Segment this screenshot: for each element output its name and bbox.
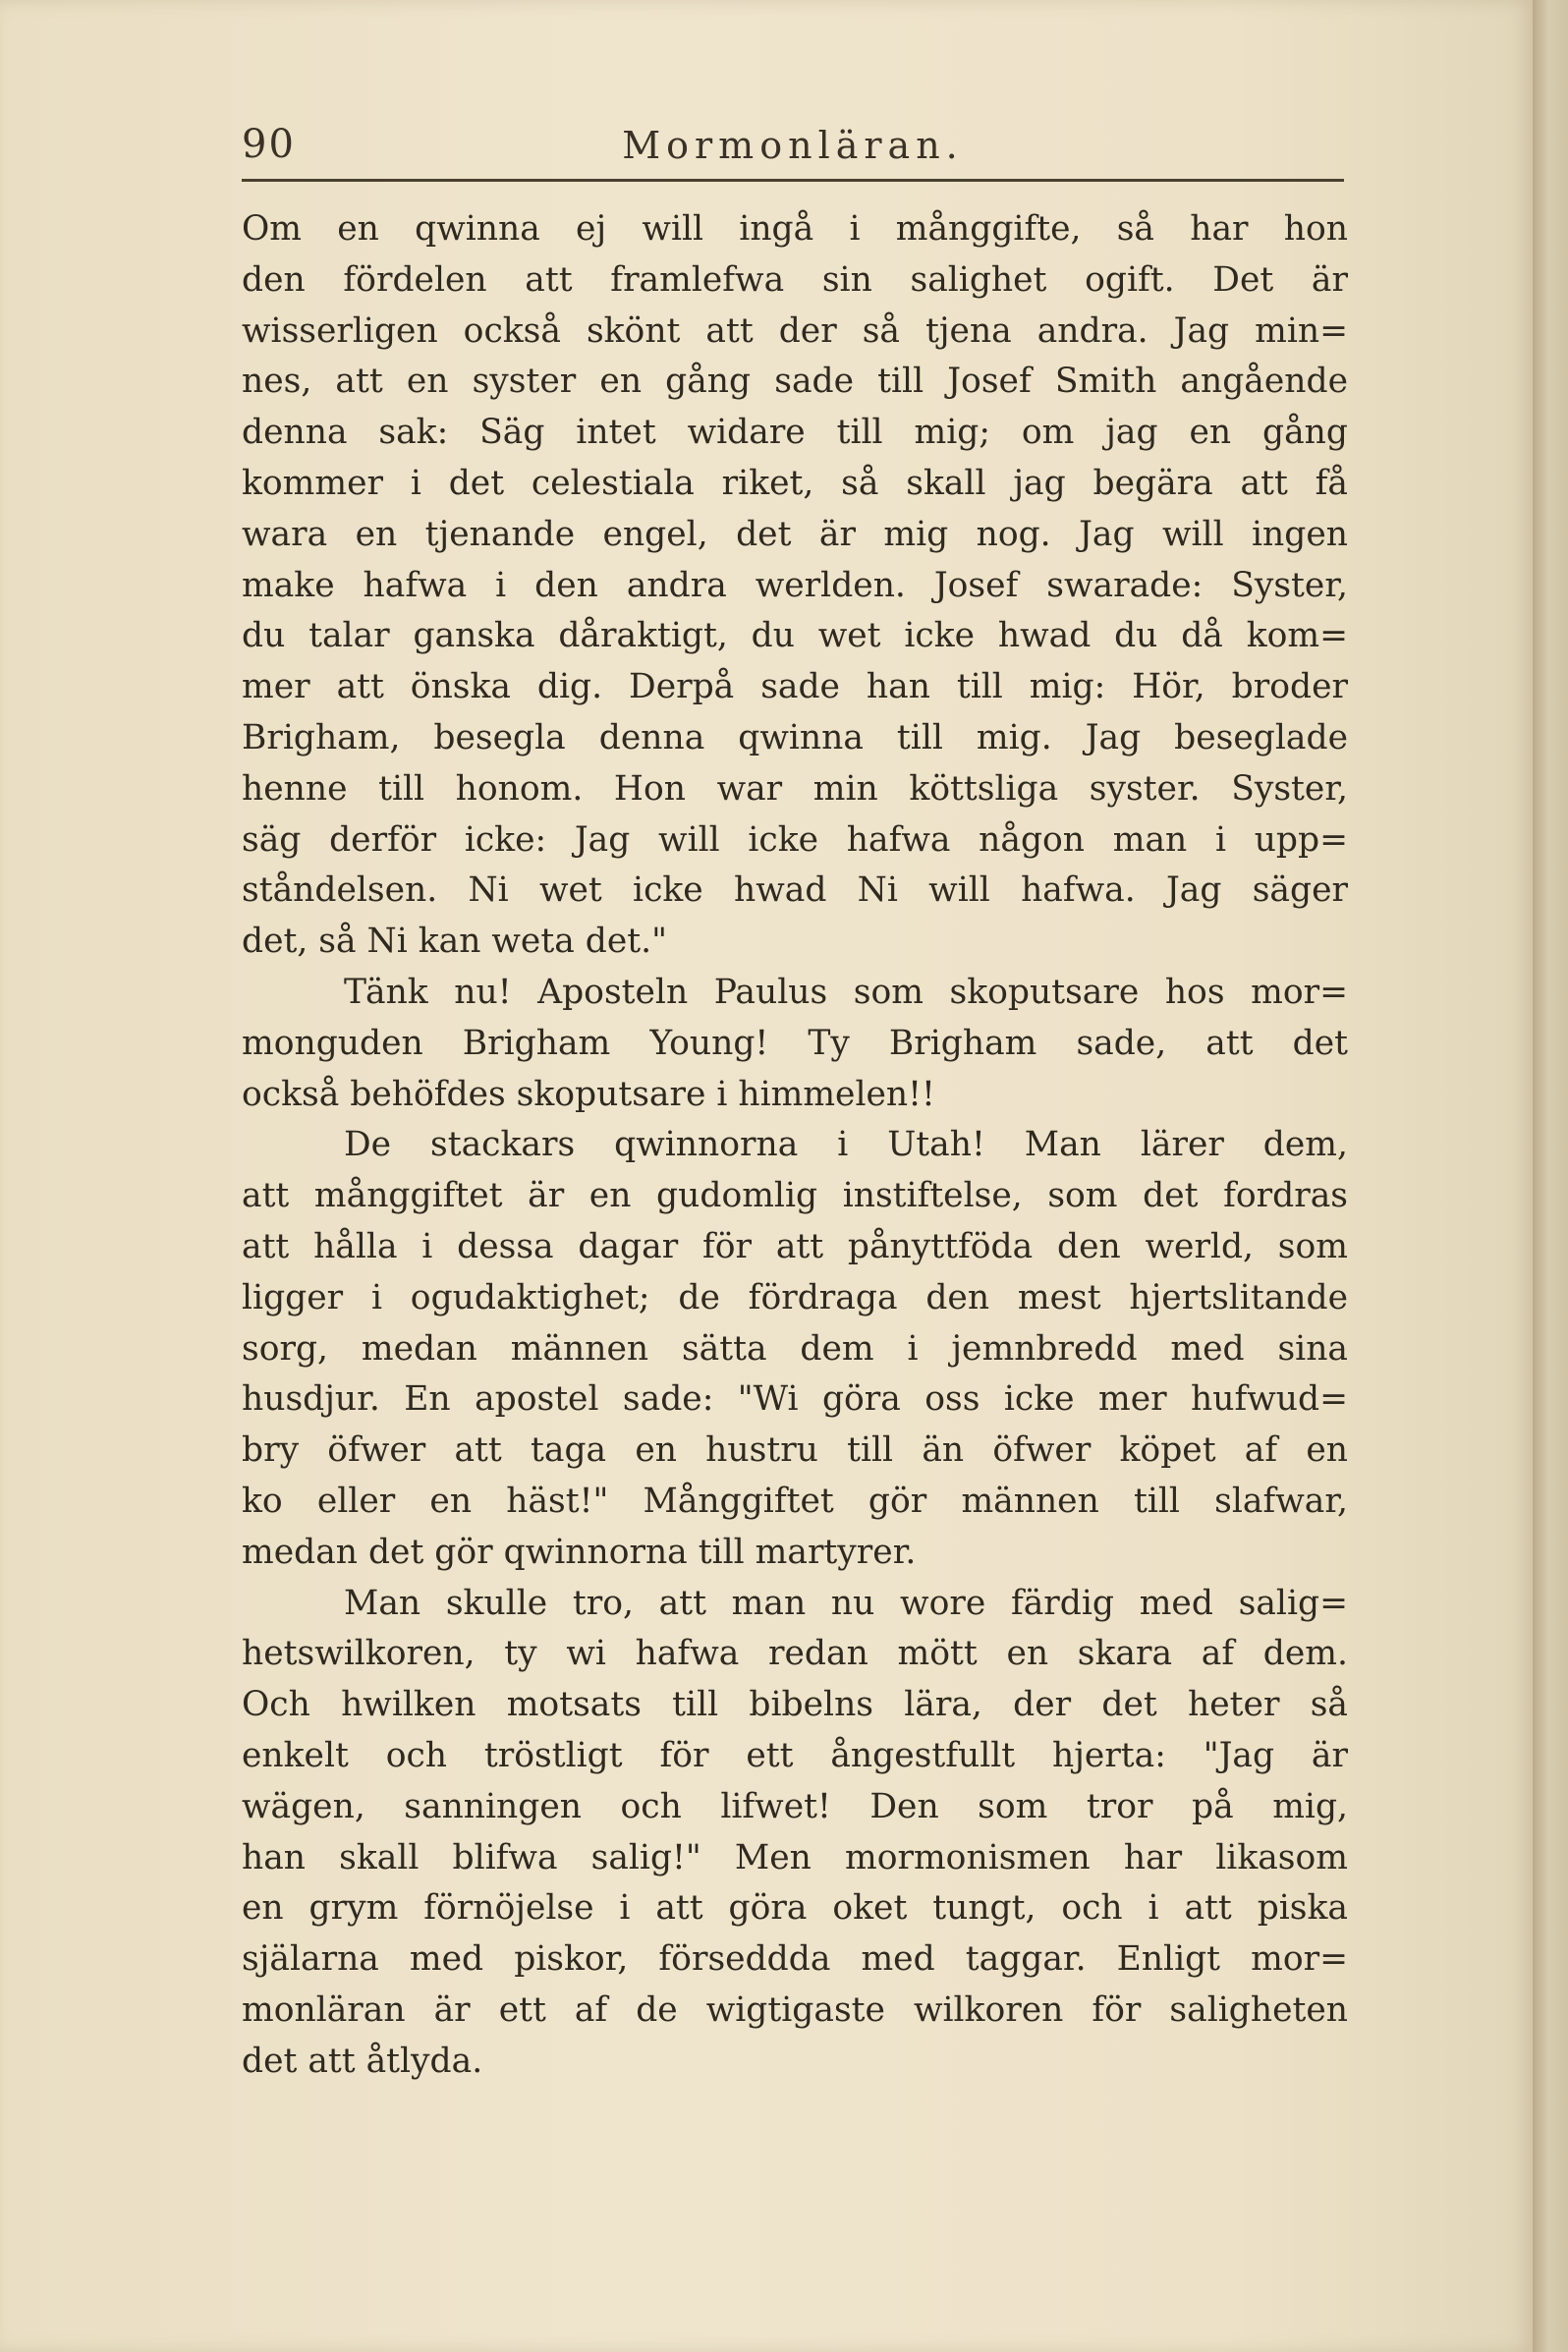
text-line: Brigham, besegla denna qwinna till mig. Jag beseglade	[242, 717, 1348, 757]
text-line: Om en qwinna ej will ingå i månggifte, så har hon	[242, 209, 1348, 249]
page-number: 90	[242, 122, 296, 167]
text-line: mer att önska dig. Derpå sade han till mig: Hör, broder	[242, 667, 1348, 707]
text-line: enkelt och tröstligt för ett ångestfullt hjerta: "Jag är	[242, 1735, 1348, 1775]
text-line: bry öfwer att taga en hustru till än öfwer köpet af en	[242, 1430, 1348, 1471]
text-line: henne till honom. Hon war min köttsliga syster. Syster,	[242, 768, 1348, 809]
text-line: ko eller en häst!" Månggiftet gör männen till slafwar,	[242, 1481, 1348, 1521]
text-line: husdjur. En apostel sade: "Wi göra oss icke mer hufwud=	[242, 1379, 1348, 1420]
text-line: wisserligen också skönt att der så tjena andra. Jag min=	[242, 310, 1348, 351]
text-line: denna sak: Säg intet widare till mig; om jag en gång	[242, 413, 1348, 453]
text-line: De stackars qwinnorna i Utah! Man lärer dem,	[344, 1125, 1348, 1165]
text-line: ståndelsen. Ni wet icke hwad Ni will hafwa. Jag säger	[242, 870, 1348, 911]
text-line: säg derför icke: Jag will icke hafwa någon man i upp=	[242, 819, 1348, 860]
text-line: att hålla i dessa dagar för att pånyttföda den werld, som	[242, 1226, 1348, 1266]
text-line: Och hwilken motsats till bibelns lära, der det heter så	[242, 1685, 1348, 1725]
text-line: själarna med piskor, förseddda med taggar. Enligt mor=	[242, 1939, 1348, 1980]
text-line: att månggiftet är en gudomlig instiftelse, som det fordras	[242, 1176, 1348, 1216]
text-line: sorg, medan männen sätta dem i jemnbredd med sina	[242, 1328, 1348, 1369]
body-text	[242, 204, 1348, 2087]
text-line: en grym förnöjelse i att göra oket tungt, och i att piska	[242, 1888, 1348, 1929]
text-line: det, så Ni kan weta det."	[242, 922, 667, 962]
page-header	[242, 116, 1344, 175]
text-line: Tänk nu! Aposteln Paulus som skoputsare hos mor=	[344, 972, 1348, 1012]
text-line: den fördelen att framlefwa sin salighet ogift. Det är	[242, 259, 1348, 300]
text-line: wägen, sanningen och lifwet! Den som tror på mig,	[242, 1786, 1348, 1826]
running-title: Mormonläran.	[622, 124, 964, 167]
text-line: monguden Brigham Young! Ty Brigham sade, att det	[242, 1023, 1348, 1063]
book-spine-edge	[1533, 0, 1568, 2352]
text-line: du talar ganska dåraktigt, du wet icke hwad du då kom=	[242, 616, 1348, 656]
text-line: det att åtlyda.	[242, 2041, 483, 2081]
text-line: hetswilkoren, ty wi hafwa redan mött en skara af dem.	[242, 1634, 1348, 1674]
text-line: också behöfdes skoputsare i himmelen!!	[242, 1074, 935, 1114]
text-line: Man skulle tro, att man nu wore färdig med salig=	[344, 1583, 1348, 1623]
text-line: nes, att en syster en gång sade till Josef Smith angående	[242, 362, 1348, 402]
text-line: medan det gör qwinnorna till martyrer.	[242, 1532, 917, 1572]
text-line: han skall blifwa salig!" Men mormonismen har likasom	[242, 1837, 1348, 1877]
header-rule	[242, 179, 1344, 182]
text-line: kommer i det celestiala riket, så skall jag begära att få	[242, 463, 1348, 503]
text-line: wara en tjenande engel, det är mig nog. Jag will ingen	[242, 514, 1348, 554]
text-line: monläran är ett af de wigtigaste wilkoren för saligheten	[242, 1989, 1348, 2030]
text-line: ligger i ogudaktighet; de fördraga den mest hjertslitande	[242, 1277, 1348, 1317]
text-line: make hafwa i den andra werlden. Josef swarade: Syster,	[242, 565, 1348, 605]
